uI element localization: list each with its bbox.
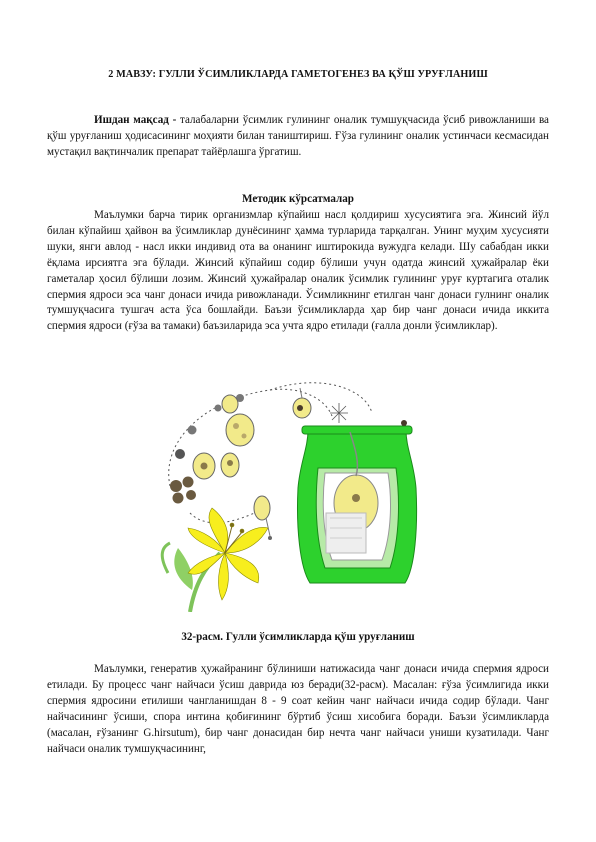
plant-stem	[162, 543, 220, 612]
pollen-grain-right	[221, 453, 239, 477]
pollen-grain-top	[222, 395, 238, 413]
figure-caption: 32-расм. Гулли ўсимликларда қўш уруғланиш	[181, 631, 415, 643]
germinating-pollen	[293, 388, 311, 418]
pollen-dot	[188, 426, 197, 435]
goal-text: талабаларни ўсимлик гулининг оналик тумшуқчасида ўсиб ривожланиши ва қўш уруғланиш ҳодисасининг моҳияти билан таништириш. Ғўза гулининг оналик устинчаси кесмасидан мустақил вақтинчалик препарат тайёрлашга ўргатиш.	[47, 114, 549, 158]
nucleus-dot	[401, 420, 407, 426]
pollen-grain-cell	[193, 453, 215, 479]
dotted-arrow-path-right	[270, 383, 372, 413]
goal-paragraph	[47, 113, 549, 161]
nucleus-dot	[297, 405, 303, 411]
method-heading: Методик кўрсатмалар	[242, 193, 354, 205]
page-title: 2 МАВЗУ: ГУЛЛИ ЎСИМЛИКЛАРДА ГАМЕТОГЕНЕЗ ВА ҚЎШ УРУҒЛАНИШ	[108, 69, 488, 80]
pollen-dot	[175, 449, 185, 459]
paragraph-1: Маълумки барча тирик организмлар кўпайиш насл қолдириш хусусиятига эга. Жинсий йўл билан кўпайиш ҳайвон ва ўсимликлар дунёсининг ҳамма турларида тарқалган. Унинг муҳим хусусияти шуки, янги авлод - насл икки индивид ота ва онанинг иштирокида вужудга келади. Шу сабабдан икки ёқлама ирсиятга эга бўлади. Жинсий кўпайиш содир бўлиши учун одатда жинсий ҳужайралар ёки гаметалар ҳосил бўлиши лозим. Жинсий ҳужайралар оналик ўсимлик гулининг уруғ куртагига оталик спермия ядроси эса чанг донаси ичида ривожланади. Ўсимликнинг етилган чанг донаси гулнинг оналик тумшуқчасига тушгач аста ўса бошлайди. Баъзи ўсимликларда ҳар бир чанг донаси ичида иккита спермия ядроси (ғўза ва тамаки) баъзиларида эса учта ядро етилади (ғалла донли ўсимликлар).	[47, 209, 549, 333]
pollen-grain-large	[226, 414, 254, 446]
pollen-scatter-icon	[330, 403, 348, 423]
pollen-tetrad	[170, 477, 196, 504]
paragraph-2: Маълумки, генератив ҳужайранинг бўлиниши натижасида чанг донаси ичида спермия ядроси етилади. Бу процесс чанг найчаси ўсиш даврида юз беради(32-расм). Масалан: ғўза ўсимлигида икки спермия ядросини етилиши чангланишдан 8 - 9 соат кейин чанг найчаси ичида содир бўлади. Чанг найчасининг ўсиши, спора интина қобиғининг бўртиб ўсиш хисобига боради. Баъзи ўсимликларда (масалан, ғўзанинг G.hirsutum), бир чанг донасидан бир нечта чанг найчаси униши кузатилади. Чанг найчаси оналик тумшуқчасининг,	[47, 663, 549, 755]
ovary-section	[298, 426, 417, 583]
pollen-dot	[215, 405, 222, 412]
double-fertilization-figure	[150, 368, 450, 612]
goal-label: Ишдан мақсад -	[94, 114, 177, 126]
